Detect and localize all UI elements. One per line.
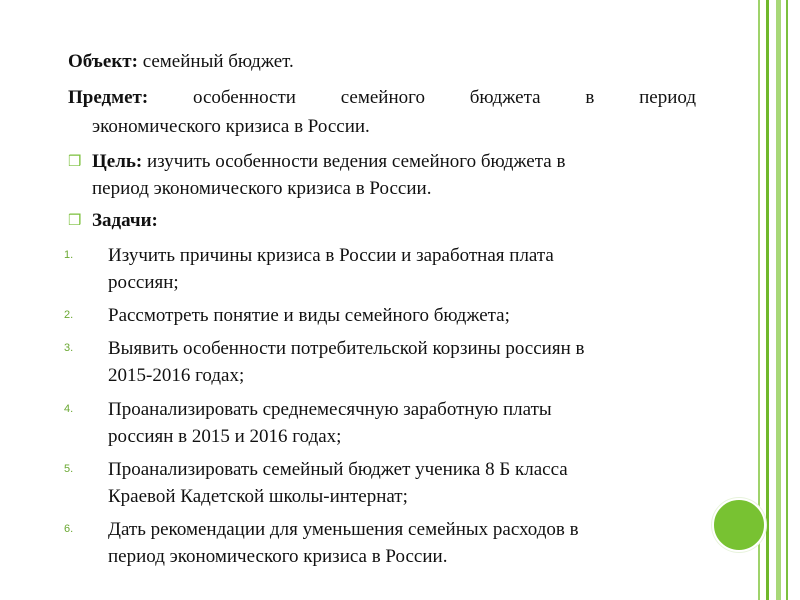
subject-text: особенности семейного бюджета в период	[192, 87, 697, 108]
task-number: 1.	[64, 249, 74, 261]
object-text: семейный бюджет.	[137, 51, 294, 72]
goal-line	[92, 148, 565, 175]
frame-line	[766, 0, 769, 600]
frame-line	[776, 0, 781, 600]
task-item-4-line-2: россиян в 2015 и 2016 годах;	[108, 426, 342, 447]
task-item-4-line-1: Проанализировать среднемесячную заработную платы	[108, 399, 552, 420]
goal-line-2: период экономического кризиса в России.	[92, 178, 432, 199]
subject-line	[68, 84, 696, 111]
task-number: 4.	[64, 403, 74, 415]
frame-line	[786, 0, 788, 600]
object-label: Объект:	[68, 51, 138, 72]
task-number: 3.	[64, 342, 74, 354]
subject-line-2: экономического кризиса в России.	[92, 116, 370, 137]
task-number: 2.	[64, 309, 74, 321]
task-item-5-line-2: Краевой Кадетской школы-интернат;	[108, 486, 408, 507]
subject-label: Предмет:	[68, 87, 149, 108]
tasks-label: Задачи:	[92, 210, 158, 231]
task-number: 6.	[64, 523, 74, 535]
task-item-6-line-1: Дать рекомендации для уменьшения семейных расходов в	[108, 519, 579, 540]
goal-bullet-icon: ❒	[68, 152, 82, 170]
task-item-2-line-1: Рассмотреть понятие и виды семейного бюджета;	[108, 305, 510, 326]
task-number: 5.	[64, 463, 74, 475]
task-item-6-line-2: период экономического кризиса в России.	[108, 546, 448, 567]
task-item-1-line-1: Изучить причины кризиса в России и заработная плата	[108, 245, 554, 266]
tasks-bullet-icon: ❒	[68, 211, 82, 229]
task-item-3-line-2: 2015-2016 годах;	[108, 365, 245, 386]
goal-label: Цель:	[92, 151, 143, 172]
decorative-circle	[712, 498, 766, 552]
task-item-3-line-1: Выявить особенности потребительской корзины россиян в	[108, 338, 585, 359]
task-item-5-line-1: Проанализировать семейный бюджет ученика 8 Б класса	[108, 459, 568, 480]
object-line	[68, 48, 294, 75]
goal-text: изучить особенности ведения семейного бюджета в	[142, 151, 566, 172]
task-item-1-line-2: россиян;	[108, 272, 179, 293]
